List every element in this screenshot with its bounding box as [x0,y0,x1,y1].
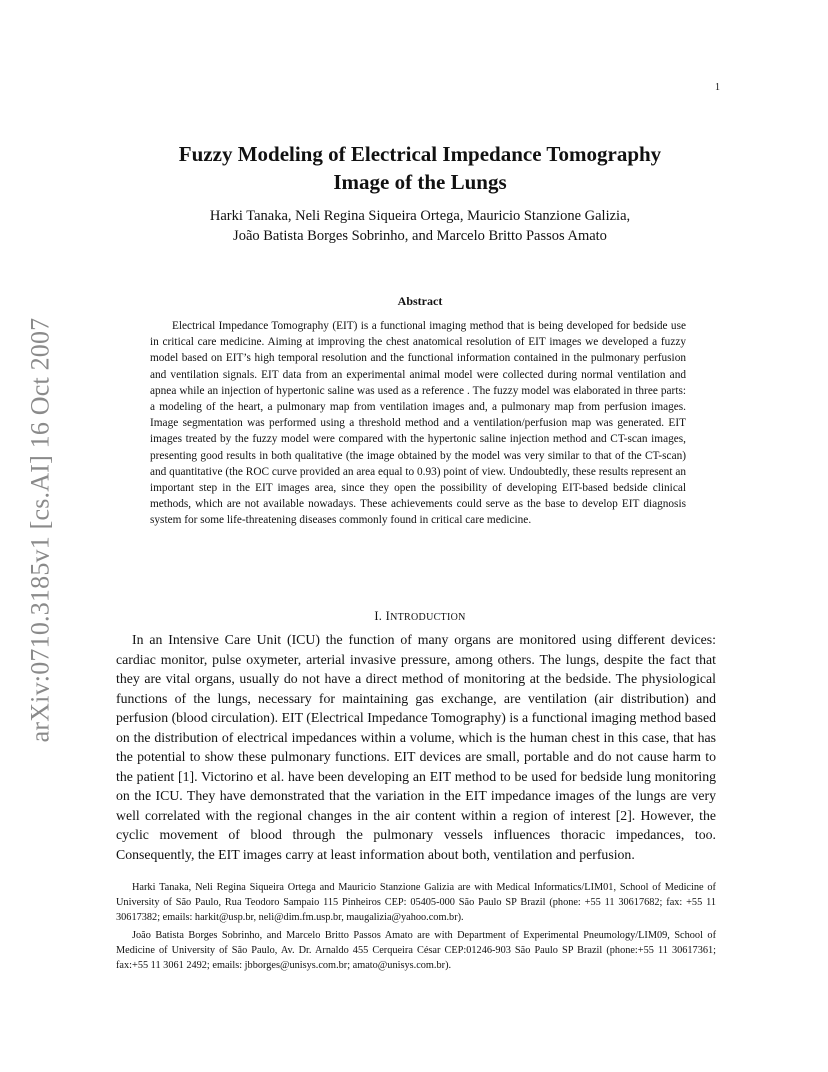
section-heading-text: I. INTRODUCTION [374,609,466,623]
author-list [120,206,720,246]
arxiv-identifier-text: arXiv:0710.3185v1 [cs.AI] 16 Oct 2007 [25,317,54,743]
footnotes [116,880,716,976]
abstract-text: Electrical Impedance Tomography (EIT) is a functional imaging method that is being developed for bedside use in critical care medicine. Aiming at improving the chest anatomical resolution of EIT images we developed a fuzzy model based on EIT’s high temporal resolution and the functional information contained in the pulmonary perfusion and ventilation signals. EIT data from an experimental animal model were collected during normal ventilation and apnea while an injection of hypertonic saline was used as a reference . The fuzzy model was elaborated in three parts: a modeling of the heart, a pulmonary map from ventilation images and, a pulmonary map from perfusion images. Image segmentation was performed using a threshold method and a ventilation/perfusion map was generated. EIT images treated by the fuzzy model were compared with the hypertonic saline injection method and CT-scan images, presenting good results in both qualitative (the image obtained by the model was very similar to that of the CT-scan) and quantitative (the ROC curve provided an area equal to 0.93) point of view. Undoubtedly, these results represent an important step in the EIT images area, since they open the possibility of developing EIT-based bedside clinical methods, which are not available nowadays. These achievements could serve as the base to develop EIT diagnosis system for some life-threatening diseases commonly found in critical care medicine. [150,320,686,527]
footnote-affiliation-1: Harki Tanaka, Neli Regina Siqueira Ortega and Mauricio Stanzione Galizia are with Medical Informatics/LIM01, School of Medicine of University of São Paulo, Rua Teodoro Sampaio 115 Pinheiros CEP: 05405-000 São Paulo SP Brazil (phone: +55 11 30617682; fax: +55 11 30617382; emails: harkit@usp.br, neli@dim.fm.usp.br, maugalizia@yahoo.com.br). [116,882,716,923]
author-line-1: Harki Tanaka, Neli Regina Siqueira Ortega, Mauricio Stanzione Galizia, [209,208,631,224]
page-number: 1 [715,82,720,93]
author-line-2: João Batista Borges Sobrinho, and Marcelo Britto Passos Amato [233,228,607,244]
arxiv-identifier-stamp [20,300,60,760]
section-heading-introduction [120,609,720,624]
paper-title [120,140,720,196]
abstract-heading: Abstract [397,294,443,308]
footnote-affiliation-2: João Batista Borges Sobrinho, and Marcelo Britto Passos Amato are with Department of Experimental Pneumology/LIM09, School of Medicine of University of São Paulo, Av. Dr. Arnaldo 455 Cerqueira César CEP:01246-903 São Paulo SP Brazil (phone:+55 11 30617361; fax:+55 11 3061 2492; emails: jbborges@unisys.com.br; amato@unisys.com.br). [116,930,716,971]
paper-title-line-2: Image of the Lungs [333,170,507,194]
introduction-text: In an Intensive Care Unit (ICU) the function of many organs are monitored using different devices: cardiac monitor, pulse oxymeter, arterial invasive pressure, among others. The lungs, despite the fact that they are vital organs, usually do not have a direct method of monitoring at the bedside. The physiological functions of the lungs, necessary for maintaining gas exchange, are ventilation (air distribution) and perfusion (blood circulation). EIT (Electrical Impedance Tomography) is a functional imaging method based on the distribution of electrical impedances within a volume, which is the human chest in this case, that has the potential to show these pulmonary functions. EIT devices are small, portable and do not cause harm to the patient [1]. Victorino et al. have been developing an EIT method to be used for bedside lung monitoring on the ICU. They have demonstrated that the variation in the EIT impedance images of the lungs are very well correlated with the regional changes in the air content within a region of interest [2]. However, the cyclic movement of blood through the pulmonary vessels influences thoracic impedances, too. Consequently, the EIT images carry at least information about both, ventilation and perfusion. [116,632,716,862]
paper-title-line-1: Fuzzy Modeling of Electrical Impedance Tomography [178,142,662,166]
